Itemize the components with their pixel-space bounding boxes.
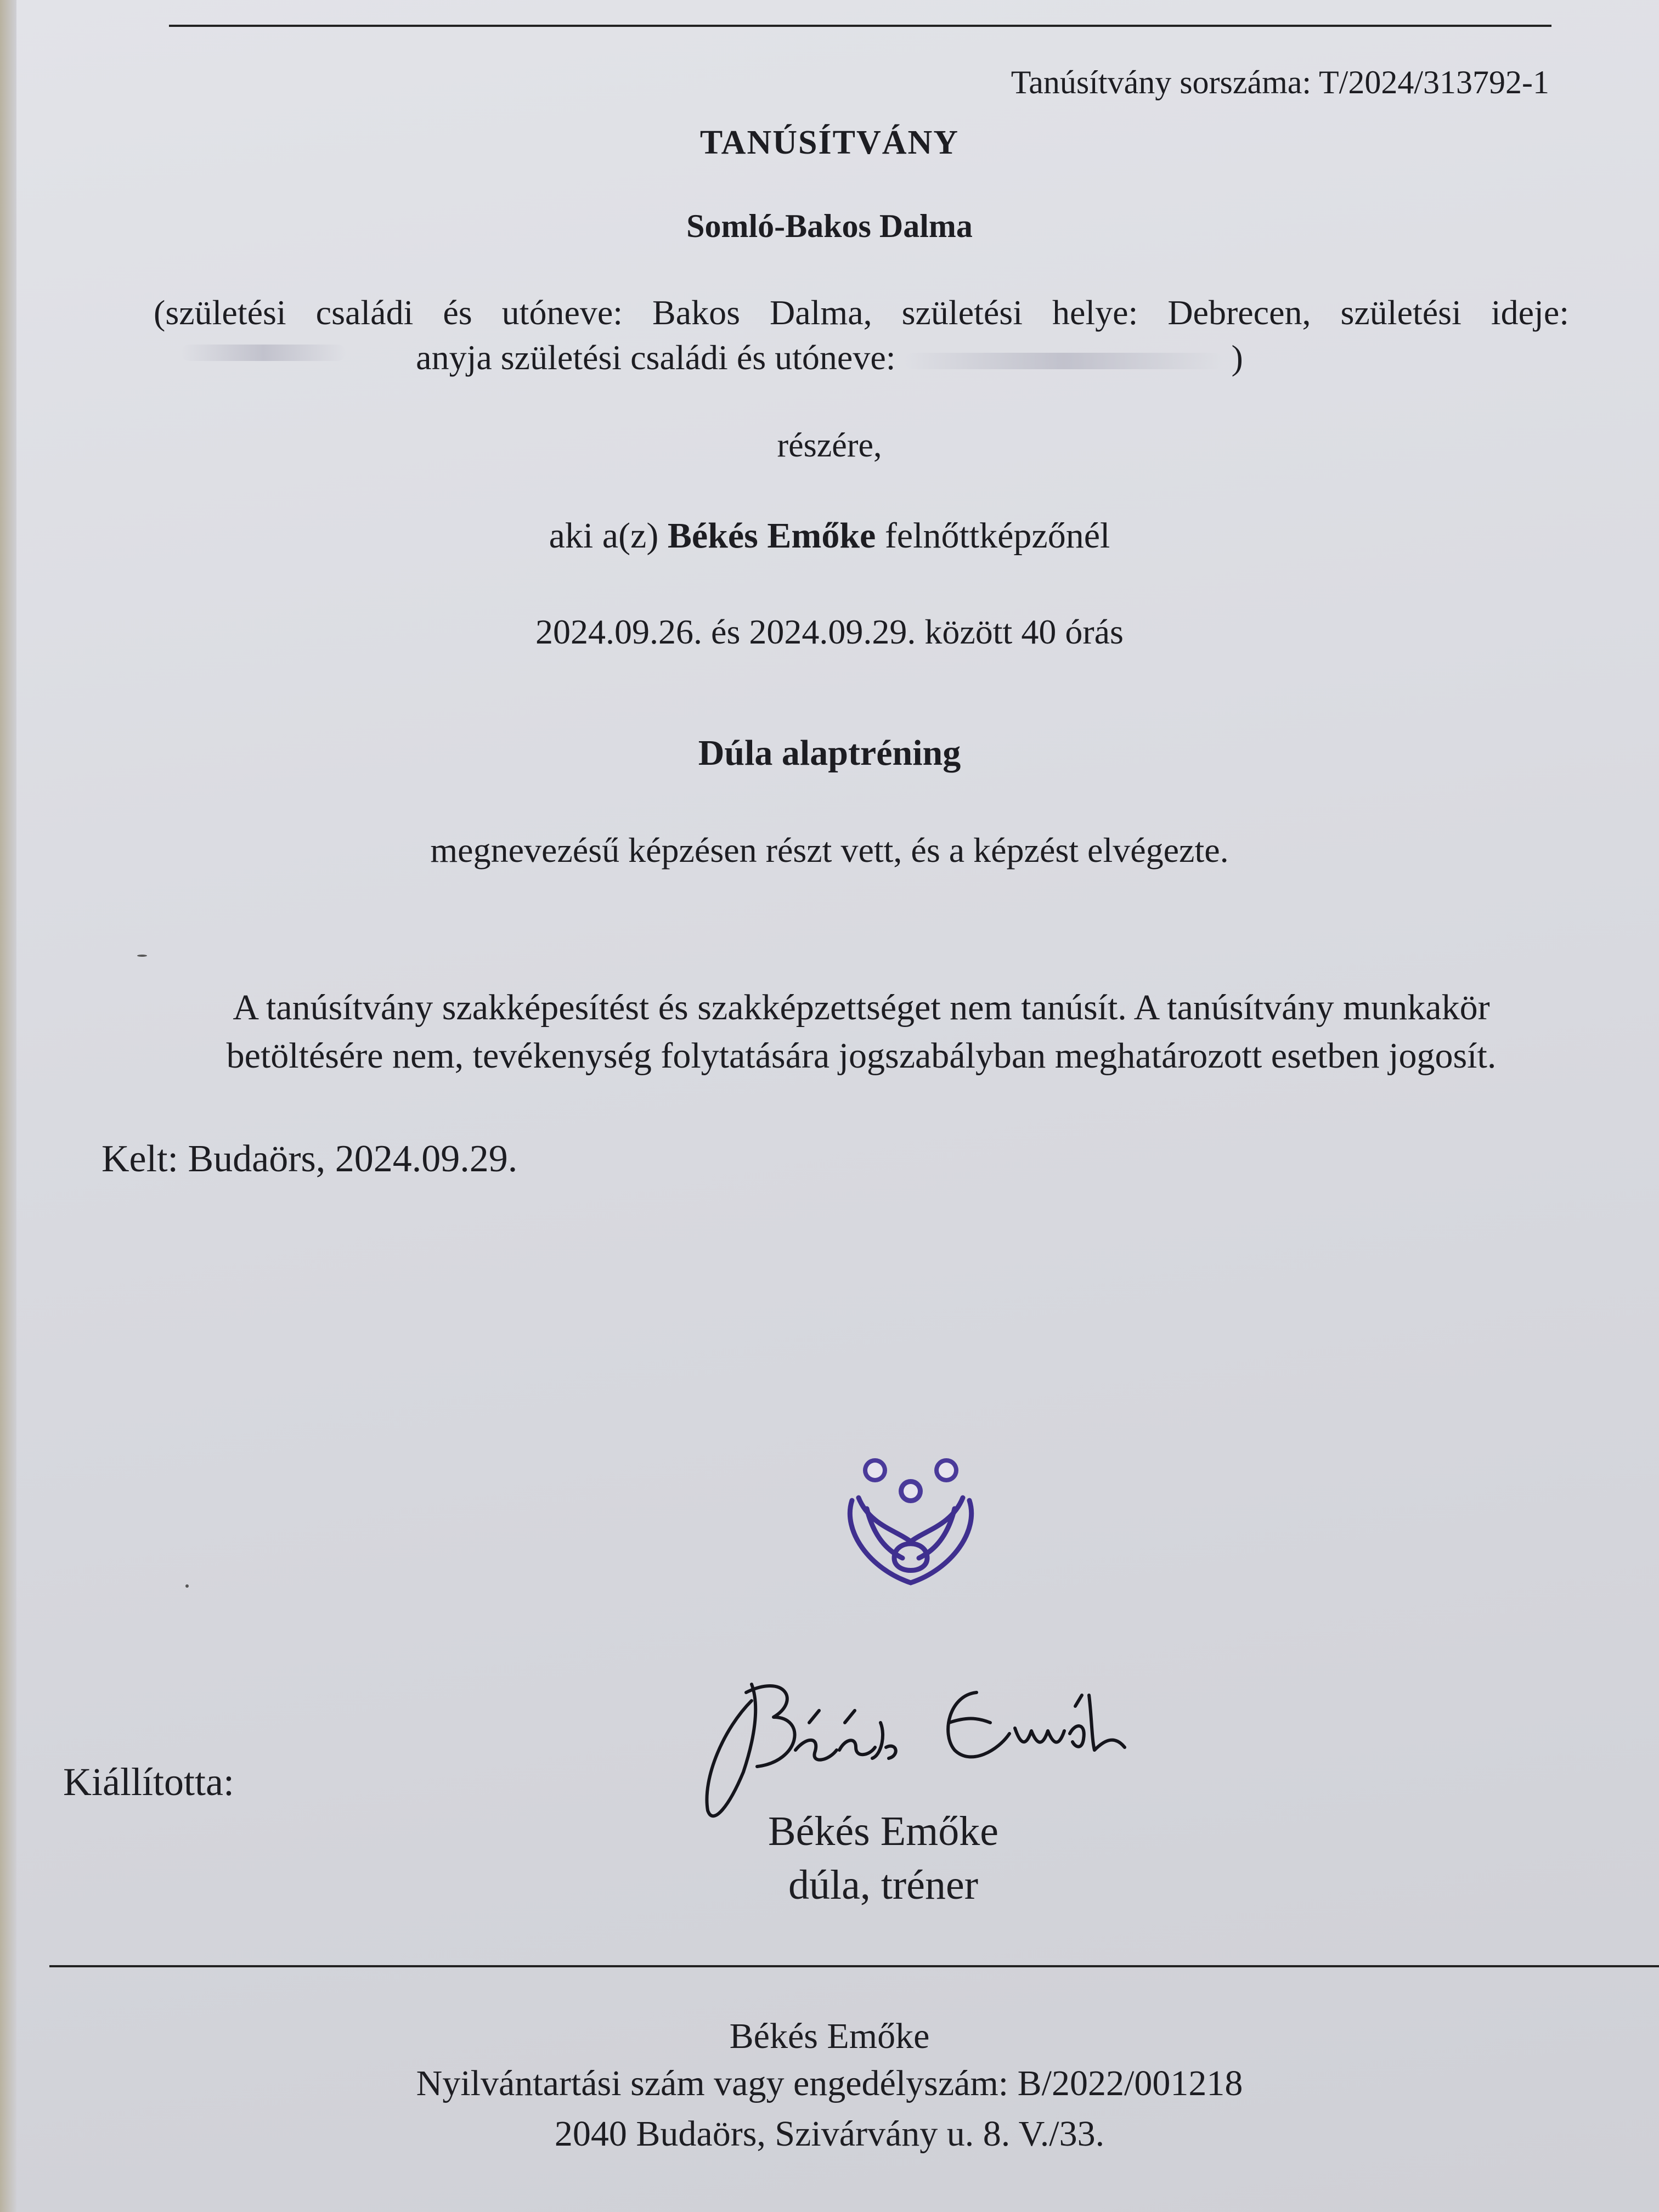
birth-details-line-1: (születési családi és utóneve: Bakos Dalma, születési helye: Debrecen, születési ideje:: [154, 293, 1569, 332]
issued-place-date: Kelt: Budaörs, 2024.09.29.: [101, 1138, 518, 1180]
paper-edge: [0, 0, 16, 2212]
trainer-prefix: aki a(z): [549, 516, 659, 556]
footer-address: 2040 Budaörs, Szivárvány u. 8. V./33.: [554, 2114, 1105, 2154]
signer-role: dúla, tréner: [788, 1862, 979, 1908]
certificate-serial-number: Tanúsítvány sorszáma: T/2024/313792-1: [1011, 64, 1549, 100]
disclaimer-line-1: A tanúsítvány szakképesítést és szakképzettséget nem tanúsít. A tanúsítvány munkakör: [233, 988, 1490, 1028]
birth-details-close: ): [1231, 338, 1243, 377]
course-name: Dúla alaptréning: [698, 733, 961, 773]
paper-speck: [185, 1584, 189, 1588]
bottom-divider: [49, 1965, 1659, 1967]
footer-registration-number: Nyilvántartási szám vagy engedélyszám: B/2022/001218: [416, 2063, 1243, 2103]
issued-by-label: Kiállította:: [63, 1760, 234, 1804]
recipient-label: részére,: [777, 427, 882, 464]
holder-name: Somló-Bakos Dalma: [686, 208, 973, 244]
signer-name: Békés Emőke: [768, 1808, 998, 1854]
trainer-name: Békés Emőke: [667, 516, 876, 556]
training-dates: 2024.09.26. és 2024.09.29. között 40 órás: [535, 612, 1124, 651]
document-title: TANÚSÍTVÁNY: [699, 124, 960, 161]
paper-speck: [137, 955, 147, 957]
family-heart-stamp-icon: [837, 1448, 985, 1596]
trainer-line: [0, 514, 1659, 558]
footer-organization-name: Békés Emőke: [729, 2016, 930, 2056]
redacted-mother-name: [905, 353, 1223, 369]
completion-statement: megnevezésű képzésen részt vett, és a képzést elvégezte.: [430, 831, 1229, 870]
disclaimer-line-2: betöltésére nem, tevékenység folytatására jogszabályban meghatározott esetben jogosít.: [226, 1036, 1497, 1076]
trainer-suffix: felnőttképzőnél: [884, 516, 1110, 556]
mother-name-label: anyja születési családi és utóneve:: [416, 338, 896, 377]
top-divider: [169, 25, 1551, 27]
birth-details-line-2: [0, 336, 1659, 380]
